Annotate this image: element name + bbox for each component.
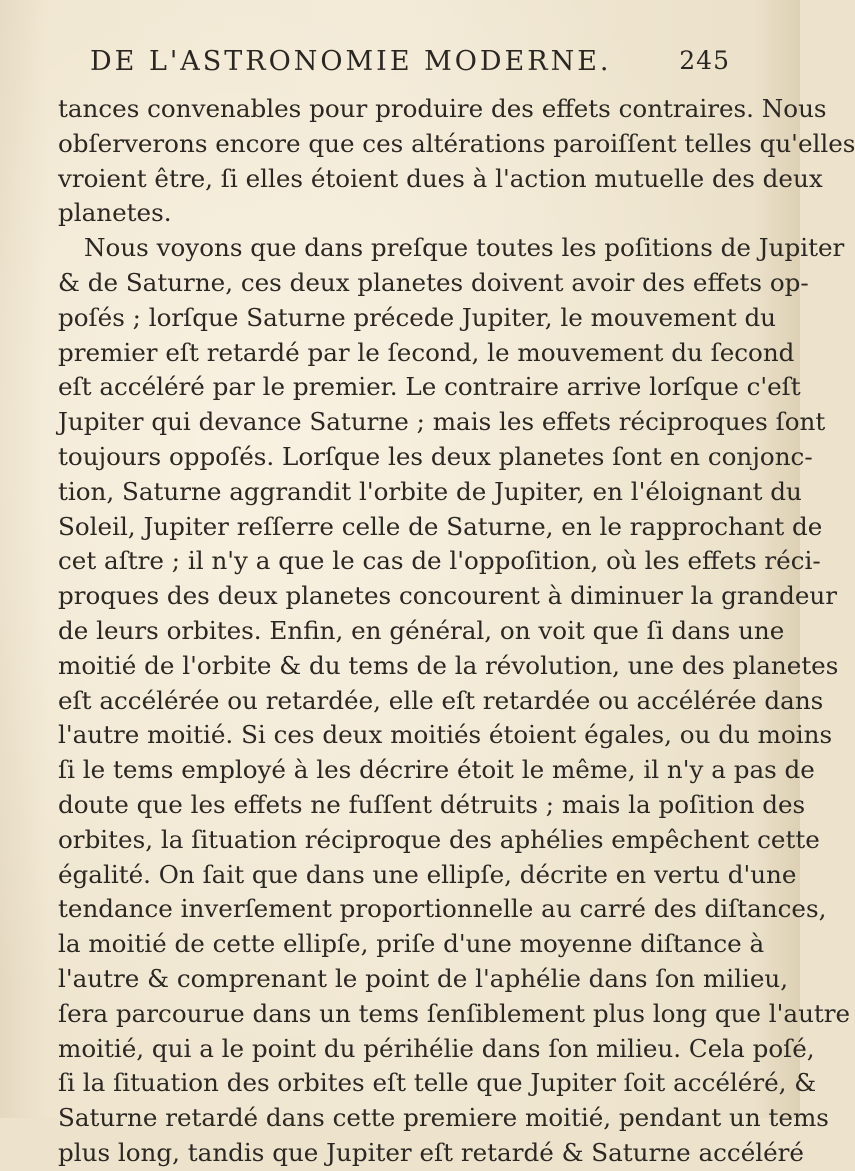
text-line: eſt accéléré par le premier. Le contraire arrive lorſque c'eſt [58, 372, 801, 402]
text-line: toujours oppoſés. Lorſque les deux planetes ſont en conjonc- [58, 441, 813, 471]
text-line: Soleil, Jupiter reſſerre celle de Saturne, en le rapprochant de [58, 511, 823, 541]
text-line: l'autre & comprenant le point de l'aphélie dans ſon milieu, [58, 963, 789, 993]
body-text [58, 92, 855, 1171]
text-line: tendance inverſement proportionnelle au carré des diſtances, [58, 894, 827, 924]
text-line: eſt accélérée ou retardée, elle eſt retardée ou accélérée dans [58, 685, 824, 715]
text-line: cet aſtre ; il n'y a que le cas de l'oppoſition, où les effets réci- [58, 546, 821, 576]
running-title: DE L'ASTRONOMIE MODERNE. [90, 46, 612, 77]
text-line: proques des deux planetes concourent à diminuer la grandeur [58, 581, 838, 611]
text-line: poſés ; lorſque Saturne précede Jupiter, le mouvement du [58, 302, 777, 332]
text-line: tion, Saturne aggrandit l'orbite de Jupiter, en l'éloignant du [58, 476, 802, 506]
text-line: premier eſt retardé par le ſecond, le mouvement du ſecond [58, 337, 795, 367]
text-line: plus long, tandis que Jupiter eſt retardé & Saturne accéléré [58, 1137, 804, 1167]
text-line: & de Saturne, ces deux planetes doivent avoir des effets op- [58, 267, 809, 297]
text-line: ſera parcourue dans un tems ſenſiblement plus long que l'autre [58, 998, 851, 1028]
text-line: ſi la ſituation des orbites eſt telle que Jupiter ſoit accéléré, & [58, 1068, 817, 1098]
text-line: tances convenables pour produire des effets contraires. Nous [58, 94, 827, 123]
text-line: l'autre moitié. Si ces deux moitiés étoient égales, ou du moins [58, 720, 833, 750]
text-line: planetes. [58, 198, 172, 228]
text-line: ſi le tems employé à les décrire étoit le même, il n'y a pas de [58, 755, 815, 785]
text-line: moitié de l'orbite & du tems de la révolution, une des planetes [58, 650, 839, 680]
text-line: orbites, la ſituation réciproque des aphélies empêchent cette [58, 824, 820, 854]
text-line: la moitié de cette ellipſe, priſe d'une moyenne diſtance à [58, 929, 765, 959]
text-line: doute que les effets ne fuſſent détruits ; mais la poſition des [58, 789, 806, 819]
text-line: Saturne retardé dans cette premiere moitié, pendant un tems [58, 1103, 829, 1133]
text-line: vroient être, ſi elles étoient dues à l'action mutuelle des deux [58, 163, 823, 193]
text-line: Nous voyons que dans preſque toutes les poſitions de Jupiter [84, 233, 845, 263]
text-line: moitié, qui a le point du périhélie dans ſon milieu. Cela poſé, [58, 1033, 815, 1063]
text-line: Jupiter qui devance Saturne ; mais les effets réciproques ſont [58, 407, 826, 437]
page-number: 245 [679, 46, 730, 75]
page-header [90, 40, 730, 84]
text-line: de leurs orbites. Enfin, en général, on voit que ſi dans une [58, 615, 785, 645]
text-line: obſerverons encore que ces altérations paroiſſent telles qu'elles [58, 128, 855, 158]
text-line: égalité. On ſait que dans une ellipſe, décrite en vertu d'une [58, 859, 797, 889]
